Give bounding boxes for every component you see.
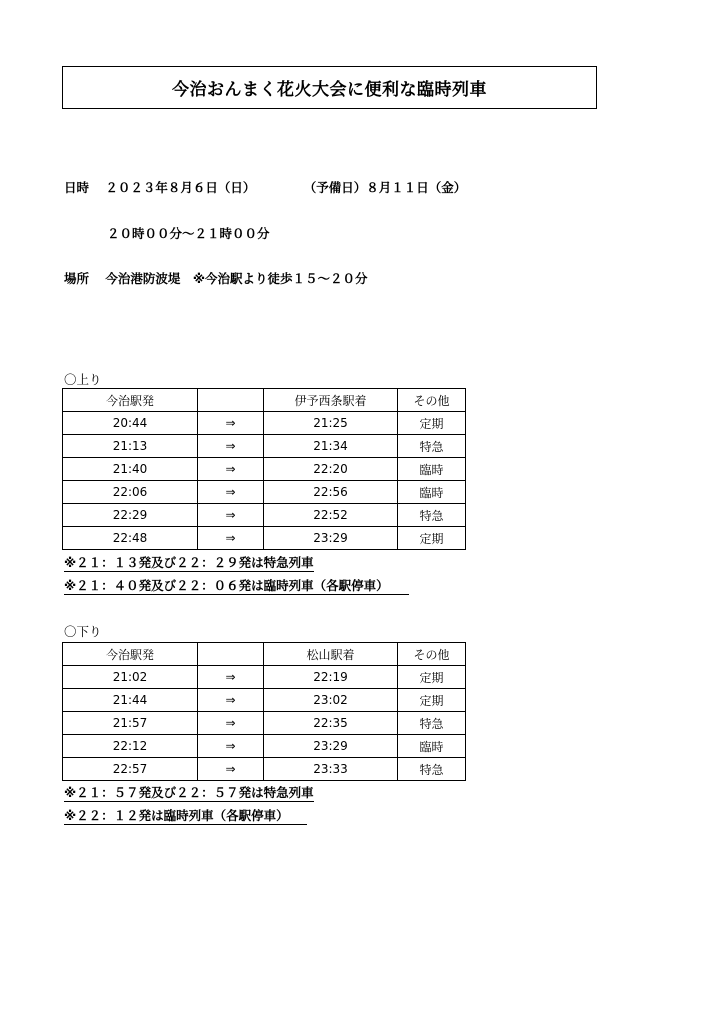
- header-arrow: [198, 643, 264, 666]
- departure-time: 21:44: [63, 689, 198, 712]
- date-value: ２０２３年８月６日（日）: [105, 180, 256, 195]
- table-row: [63, 666, 466, 689]
- header-other: その他: [398, 389, 466, 412]
- date-label: 日時: [64, 180, 90, 195]
- departure-time: 21:02: [63, 666, 198, 689]
- arrival-time: 23:02: [264, 689, 398, 712]
- train-type: 定期: [398, 666, 466, 689]
- table-header-row: [63, 389, 466, 412]
- train-type: 特急: [398, 758, 466, 781]
- arrow-icon: ⇒: [198, 412, 264, 435]
- header-departure: 今治駅発: [63, 389, 198, 412]
- arrow-icon: ⇒: [198, 712, 264, 735]
- departure-time: 22:48: [63, 527, 198, 550]
- event-date-line: [64, 178, 466, 196]
- arrival-time: 22:52: [264, 504, 398, 527]
- table-row: [63, 504, 466, 527]
- arrival-time: 23:29: [264, 527, 398, 550]
- arrow-icon: ⇒: [198, 527, 264, 550]
- place-label: 場所: [64, 271, 90, 286]
- header-arrival: 松山駅着: [264, 643, 398, 666]
- time-value: ２０時００分～２１時００分: [107, 226, 270, 241]
- departure-time: 21:57: [63, 712, 198, 735]
- arrow-icon: ⇒: [198, 758, 264, 781]
- reserve-date-value: （予備日）８月１１日（金）: [303, 180, 467, 195]
- arrow-icon: ⇒: [198, 666, 264, 689]
- departure-time: 22:12: [63, 735, 198, 758]
- arrow-icon: ⇒: [198, 735, 264, 758]
- train-type: 特急: [398, 435, 466, 458]
- arrow-icon: ⇒: [198, 504, 264, 527]
- departure-time: 21:40: [63, 458, 198, 481]
- arrow-icon: ⇒: [198, 435, 264, 458]
- table-row: [63, 527, 466, 550]
- train-type: 臨時: [398, 735, 466, 758]
- arrival-time: 21:25: [264, 412, 398, 435]
- departure-time: 20:44: [63, 412, 198, 435]
- down-timetable: [62, 642, 466, 781]
- arrow-icon: ⇒: [198, 458, 264, 481]
- departure-time: 21:13: [63, 435, 198, 458]
- up-note-local: ※２１：４０発及び２２：０６発は臨時列車（各駅停車）: [64, 578, 409, 595]
- up-note-express: ※２１：１３発及び２２：２９発は特急列車: [64, 555, 314, 570]
- train-type: 臨時: [398, 458, 466, 481]
- header-other: その他: [398, 643, 466, 666]
- place-value: 今治港防波堤 ※今治駅より徒歩１５～２０分: [105, 271, 368, 286]
- departure-time: 22:06: [63, 481, 198, 504]
- table-row: [63, 481, 466, 504]
- up-section-label: 〇上り: [64, 372, 102, 387]
- departure-time: 22:29: [63, 504, 198, 527]
- departure-time: 22:57: [63, 758, 198, 781]
- arrow-icon: ⇒: [198, 689, 264, 712]
- arrival-time: 22:56: [264, 481, 398, 504]
- down-note-local: ※２２：１２発は臨時列車（各駅停車）: [64, 808, 307, 825]
- down-note-express: ※２１：５７発及び２２：５７発は特急列車: [64, 785, 314, 800]
- table-row: [63, 735, 466, 758]
- table-row: [63, 412, 466, 435]
- arrival-time: 21:34: [264, 435, 398, 458]
- arrival-time: 23:29: [264, 735, 398, 758]
- table-row: [63, 689, 466, 712]
- train-type: 定期: [398, 527, 466, 550]
- arrival-time: 22:35: [264, 712, 398, 735]
- table-row: [63, 758, 466, 781]
- train-type: 特急: [398, 712, 466, 735]
- train-type: 定期: [398, 689, 466, 712]
- header-arrow: [198, 389, 264, 412]
- header-arrival: 伊予西条駅着: [264, 389, 398, 412]
- train-type: 特急: [398, 504, 466, 527]
- down-section-label: 〇下り: [64, 624, 102, 639]
- train-type: 定期: [398, 412, 466, 435]
- arrival-time: 22:20: [264, 458, 398, 481]
- train-type: 臨時: [398, 481, 466, 504]
- header-departure: 今治駅発: [63, 643, 198, 666]
- arrival-time: 22:19: [264, 666, 398, 689]
- event-time-line: [107, 224, 270, 242]
- up-timetable: [62, 388, 466, 550]
- table-row: [63, 712, 466, 735]
- table-row: [63, 435, 466, 458]
- table-row: [63, 458, 466, 481]
- page-title: 今治おんまく花火大会に便利な臨時列車: [62, 66, 597, 109]
- table-header-row: [63, 643, 466, 666]
- arrow-icon: ⇒: [198, 481, 264, 504]
- arrival-time: 23:33: [264, 758, 398, 781]
- event-place-line: [64, 269, 368, 287]
